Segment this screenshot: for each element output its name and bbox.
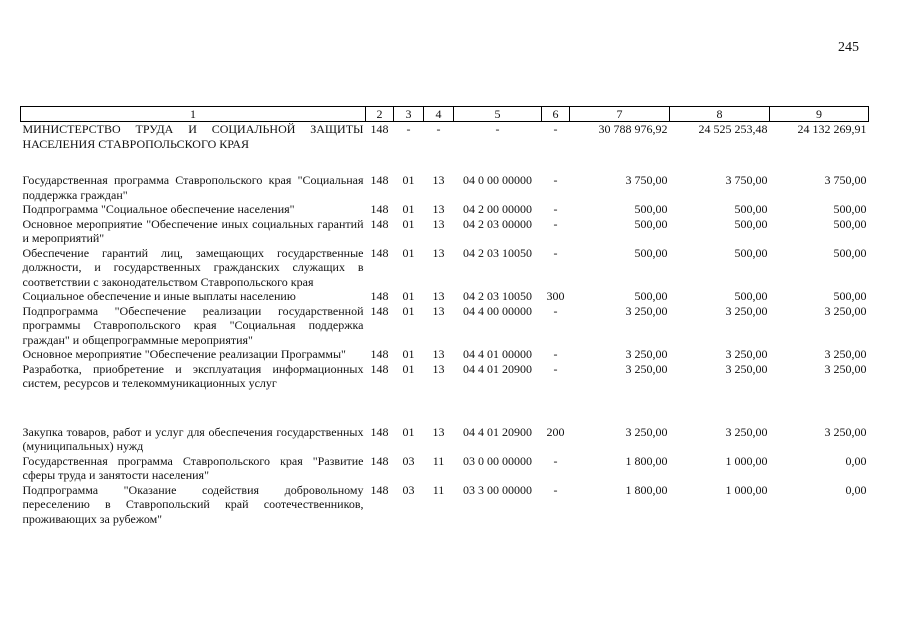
- row-amount-col9: 0,00: [845, 482, 867, 497]
- column-header-5: 5: [454, 107, 542, 122]
- row-section: 01: [402, 424, 415, 439]
- row-subsection: 13: [432, 245, 445, 260]
- row-section: 01: [402, 303, 415, 318]
- row-amount-col8: 1 000,00: [725, 453, 768, 468]
- column-header-4: 4: [424, 107, 454, 122]
- row-amount-col7: 30 788 976,92: [598, 122, 668, 136]
- row-amount-col9: 3 250,00: [824, 303, 867, 318]
- row-expense-type: 300: [546, 289, 565, 303]
- row-amount-col7: 500,00: [634, 289, 668, 303]
- row-subsection: 13: [432, 289, 445, 303]
- row-target-article: 04 4 01 00000: [463, 347, 532, 361]
- row-name: Разработка, приобретение и эксплуатация информационных систем, ресурсов и телекоммуникационных услуг: [22, 361, 364, 390]
- row-ministry-code: 148: [370, 482, 389, 497]
- page-number: 245: [838, 40, 859, 55]
- row-expense-type: -: [553, 245, 558, 260]
- row-name: Закупка товаров, работ и услуг для обеспечения государственных (муниципальных) нужд: [22, 424, 364, 453]
- row-name: Социальное обеспечение и иные выплаты населению: [22, 289, 296, 303]
- row-amount-col7: 500,00: [634, 245, 668, 260]
- row-section: 01: [402, 173, 415, 187]
- row-section: 01: [402, 245, 415, 260]
- row-expense-type: -: [553, 122, 558, 136]
- row-name: Основное мероприятие "Обеспечение иных социальных гарантий и мероприятий": [22, 216, 364, 245]
- budget-table: [20, 106, 869, 526]
- row-amount-col8: 3 250,00: [725, 347, 768, 361]
- row-ministry-code: 148: [370, 289, 389, 303]
- row-amount-col9: 500,00: [833, 216, 867, 231]
- row-target-article: 04 2 00 00000: [463, 202, 532, 216]
- row-amount-col8: 500,00: [734, 202, 768, 216]
- row-amount-col9: 3 250,00: [824, 361, 867, 376]
- row-name: Основное мероприятие "Обеспечение реализации Программы": [22, 347, 346, 361]
- row-subsection: -: [436, 122, 441, 136]
- column-header-9: 9: [770, 107, 869, 122]
- row-name: Обеспечение гарантий лиц, замещающих государственные должности, и государственных гражданских служащих в соответствии с законодательством Ставропольского края: [22, 245, 364, 289]
- table-row: [21, 483, 869, 527]
- row-expense-type: -: [553, 173, 558, 187]
- row-ministry-code: 148: [370, 347, 389, 361]
- row-amount-col9: 0,00: [845, 453, 867, 468]
- row-target-article: -: [495, 122, 500, 136]
- row-ministry-code: 148: [370, 202, 389, 216]
- row-amount-col8: 1 000,00: [725, 482, 768, 497]
- row-target-article: 04 2 03 10050: [463, 245, 532, 260]
- row-name: Подпрограмма "Социальное обеспечение населения": [22, 202, 295, 216]
- row-section: 01: [402, 347, 415, 361]
- column-header-6: 6: [542, 107, 570, 122]
- row-amount-col7: 3 750,00: [625, 173, 668, 187]
- row-subsection: 13: [432, 303, 445, 318]
- row-section: 01: [402, 202, 415, 216]
- table-row: [21, 246, 869, 290]
- row-subsection: 13: [432, 173, 445, 187]
- row-target-article: 04 2 03 10050: [463, 289, 532, 303]
- row-expense-type: -: [553, 303, 558, 318]
- table-row: [21, 304, 869, 348]
- row-amount-col8: 500,00: [734, 216, 768, 231]
- row-expense-type: -: [553, 453, 558, 468]
- row-target-article: 03 0 00 00000: [463, 453, 532, 468]
- row-subsection: 13: [432, 216, 445, 231]
- row-amount-col9: 500,00: [833, 245, 867, 260]
- row-name: Подпрограмма "Оказание содействия добровольному переселению в Ставропольский край соотечественников, проживающих за рубежом": [22, 482, 364, 526]
- column-header-3: 3: [394, 107, 424, 122]
- row-target-article: 04 4 00 00000: [463, 303, 532, 318]
- row-subsection: 13: [432, 347, 445, 361]
- row-name: Подпрограмма "Обеспечение реализации государственной программы Ставропольского края "Социальная поддержка граждан" и общепрограммные мероприятия": [22, 303, 364, 347]
- row-amount-col9: 500,00: [833, 202, 867, 216]
- row-section: 01: [402, 289, 415, 303]
- row-section: 03: [402, 482, 415, 497]
- row-section: -: [406, 122, 411, 136]
- table-row: [21, 454, 869, 483]
- column-header-2: 2: [366, 107, 394, 122]
- row-subsection: 11: [432, 482, 445, 497]
- table-row: [21, 347, 869, 362]
- row-amount-col9: 3 750,00: [824, 173, 867, 187]
- row-name: МИНИСТЕРСТВО ТРУДА И СОЦИАЛЬНОЙ ЗАЩИТЫ НАСЕЛЕНИЯ СТАВРОПОЛЬСКОГО КРАЯ: [22, 122, 364, 151]
- row-section: 01: [402, 216, 415, 231]
- row-amount-col8: 3 250,00: [725, 361, 768, 376]
- row-ministry-code: 148: [370, 216, 389, 231]
- column-header-7: 7: [570, 107, 670, 122]
- row-name: Государственная программа Ставропольского края "Социальная поддержка граждан": [22, 173, 364, 202]
- row-amount-col8: 500,00: [734, 245, 768, 260]
- row-section: 03: [402, 453, 415, 468]
- table-row: [21, 202, 869, 217]
- row-amount-col8: 24 525 253,48: [698, 122, 768, 136]
- row-expense-type: -: [553, 482, 558, 497]
- column-header-8: 8: [670, 107, 770, 122]
- row-amount-col8: 3 250,00: [725, 303, 768, 318]
- row-expense-type: 200: [546, 424, 565, 439]
- row-amount-col7: 1 800,00: [625, 482, 668, 497]
- row-amount-col8: 500,00: [734, 289, 768, 303]
- row-target-article: 03 3 00 00000: [463, 482, 532, 497]
- row-section: 01: [402, 361, 415, 376]
- row-amount-col9: 24 132 269,91: [797, 122, 867, 136]
- row-expense-type: -: [553, 216, 558, 231]
- table-row: [21, 122, 869, 152]
- table-header-row: [21, 107, 869, 122]
- row-amount-col7: 500,00: [634, 216, 668, 231]
- row-ministry-code: 148: [370, 122, 389, 136]
- row-subsection: 13: [432, 202, 445, 216]
- table-row: [21, 362, 869, 391]
- row-ministry-code: 148: [370, 424, 389, 439]
- table-row: [21, 391, 869, 454]
- column-header-1: 1: [21, 107, 366, 122]
- row-amount-col9: 3 250,00: [824, 424, 867, 439]
- row-ministry-code: 148: [370, 303, 389, 318]
- row-name: Государственная программа Ставропольского края "Развитие сферы труда и занятости населения": [22, 453, 364, 482]
- row-amount-col9: 3 250,00: [824, 347, 867, 361]
- row-target-article: 04 4 01 20900: [463, 361, 532, 376]
- row-amount-col8: 3 750,00: [725, 173, 768, 187]
- table-row: [21, 151, 869, 202]
- row-amount-col8: 3 250,00: [725, 424, 768, 439]
- row-expense-type: -: [553, 361, 558, 376]
- row-amount-col7: 3 250,00: [625, 347, 668, 361]
- row-ministry-code: 148: [370, 173, 389, 187]
- row-target-article: 04 2 03 00000: [463, 216, 532, 231]
- row-subsection: 13: [432, 424, 445, 439]
- row-amount-col7: 3 250,00: [625, 424, 668, 439]
- row-ministry-code: 148: [370, 361, 389, 376]
- row-expense-type: -: [553, 202, 558, 216]
- table-row: [21, 217, 869, 246]
- row-amount-col7: 1 800,00: [625, 453, 668, 468]
- row-amount-col7: 3 250,00: [625, 361, 668, 376]
- row-amount-col7: 3 250,00: [625, 303, 668, 318]
- row-ministry-code: 148: [370, 245, 389, 260]
- table-row: [21, 289, 869, 304]
- row-subsection: 13: [432, 361, 445, 376]
- row-expense-type: -: [553, 347, 558, 361]
- row-amount-col7: 500,00: [634, 202, 668, 216]
- row-target-article: 04 4 01 20900: [463, 424, 532, 439]
- row-target-article: 04 0 00 00000: [463, 173, 532, 187]
- row-subsection: 11: [432, 453, 445, 468]
- row-ministry-code: 148: [370, 453, 389, 468]
- row-amount-col9: 500,00: [833, 289, 867, 303]
